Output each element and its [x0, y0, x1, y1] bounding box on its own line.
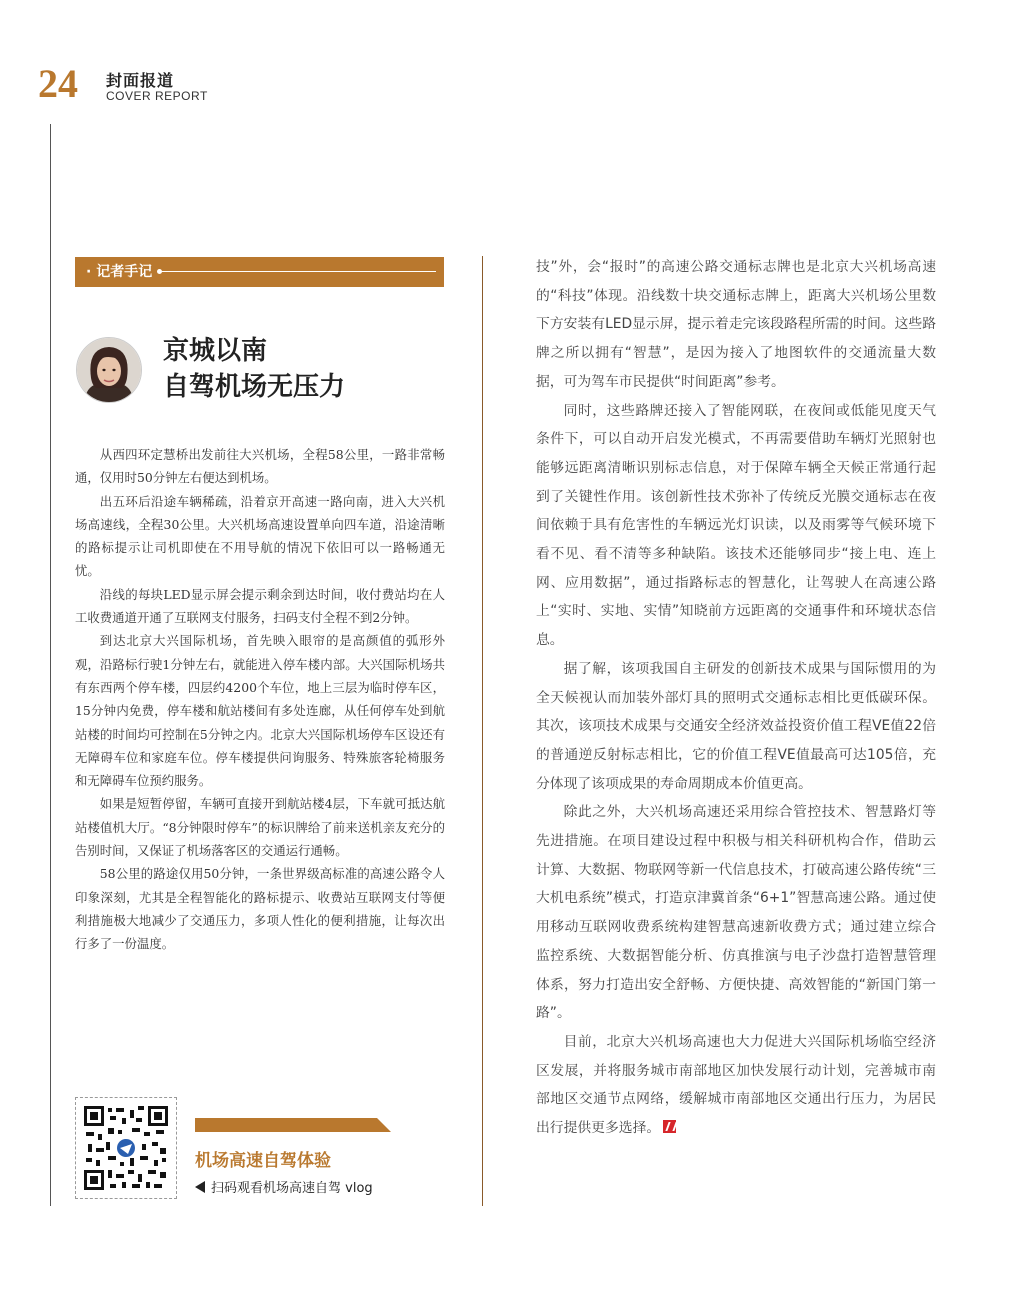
article-paragraph	[536, 1028, 936, 1143]
column-divider	[482, 256, 483, 1206]
article-paragraph: 同时，这些路牌还接入了智能网联，在夜间或低能见度天气条件下，可以自动开启发光模式，不再需要借助车辆灯光照射也能够远距离清晰识别标志信息，对于保障车辆全天候正常通行起到了关键性作用。该创新性技术弥补了传统反光膜交通标志在夜间依赖于具有危害性的车辆远光灯识读，以及雨雾等气候环境下看不见、看不清等多种缺陷。该技术还能够同步“接上电、连上网、应用数据”，通过指路标志的智慧化，让驾驶人在高速公路上“实时、实地、实情”知晓前方远距离的交通事件和环境状态信息。	[536, 402, 936, 649]
play-triangle-icon	[195, 1181, 205, 1193]
video-title: 机场高速自驾体验	[195, 1151, 331, 1171]
notes-banner-line	[160, 271, 436, 272]
end-mark-icon	[663, 1120, 676, 1133]
qr-code-frame[interactable]	[75, 1097, 177, 1199]
headline-line-2: 自驾机场无压力	[163, 372, 346, 402]
article-paragraph: 除此之外，大兴机场高速还采用综合管控技术、智慧路灯等先进措施。在项目建设过程中积极与相关科研机构合作，借助云计算、大数据、物联网等新一代信息技术，打破高速公路传统“三大机电系统”模式，打造京津冀首条“6+1”智慧高速公路。通过使用移动互联网收费系统构建智慧高速新收费方式；通过建立综合监控系统、大数据智能分析、仿真推演与电子沙盘打造智慧管理体系，努力打造出安全舒畅、方便快捷、高效智能的“新国门第一路”。	[536, 804, 936, 1022]
notes-paragraph: 到达北京大兴国际机场，首先映入眼帘的是高颜值的弧形外观，沿路标行驶1分钟左右，就能进入停车楼内部。大兴国际机场共有东西两个停车楼，四层约4200个车位，地上三层为临时停车区，15分钟内免费，停车楼和航站楼间有多处连廊，从任何停车处到航站楼的时间均可控制在5分钟之内。北京大兴国际机场停车区设还有无障碍车位和家庭车位。停车楼提供问询服务、特殊旅客轮椅服务和无障碍车位预约服务。	[75, 633, 445, 789]
headline-line-1: 京城以南	[163, 336, 268, 366]
section-title-cn: 封面报道	[106, 71, 175, 90]
reporter-avatar	[76, 337, 142, 403]
article-paragraph: 据了解，该项我国自主研发的创新技术成果与国际惯用的为全天候视认而加装外部灯具的照明式交通标志相比更低碳环保。其次，该项技术成果与交通安全经济效益投资价值工程VE值22倍的普通逆反射标志相比，它的价值工程VE值最高可达105倍，充分体现了该项成果的寿命周期成本价值更高。	[536, 660, 936, 792]
notes-headline	[163, 333, 345, 405]
video-caption-text: 扫码观看机场高速自驾 vlog	[211, 1181, 373, 1196]
video-caption[interactable]	[195, 1177, 373, 1196]
notes-label: · 记者手记	[86, 264, 153, 280]
page-number: 24	[38, 61, 78, 106]
reporter-photo	[77, 338, 141, 402]
notes-body	[75, 443, 445, 956]
notes-paragraph: 出五环后沿途车辆稀疏，沿着京开高速一路向南，进入大兴机场高速线，全程30公里。大兴机场高速设置单向四车道，沿途清晰的路标提示让司机即使在不用导航的情况下依旧可以一路畅通无忧。	[75, 493, 445, 579]
notes-paragraph: 从西四环定慧桥出发前往大兴机场，全程58公里，一路非常畅通，仅用时50分钟左右便达到机场。	[75, 447, 445, 486]
video-banner-bar	[195, 1118, 391, 1132]
article-paragraph: 技”外，会“报时”的高速公路交通标志牌也是北京大兴机场高速的“科技”体现。沿线数十块交通标志牌上，距离大兴机场公里数下方安装有LED显示屏，提示着走完该段路程所需的时间。这些路牌之所以拥有“智慧”，是因为接入了地图软件的交通流量大数据，可为驾车市民提供“时间距离”参考。	[536, 259, 936, 390]
notes-paragraph: 沿线的每块LED显示屏会提示剩余到达时间，收付费站均在人工收费通道开通了互联网支付服务，扫码支付全程不到2分钟。	[75, 586, 445, 626]
article-paragraph-last: 目前，北京大兴机场高速也大力促进大兴国际机场临空经济区发展，并将服务城市南部地区加快发展行动计划，完善城市南部地区交通节点网络，缓解城市南部地区交通出行压力，为居民出行提供更多选择。	[536, 1033, 936, 1137]
notes-paragraph: 58公里的路途仅用50分钟，一条世界级高标准的高速公路令人印象深刻，尤其是全程智能化的路标提示、收费站互联网支付等便利措施极大地减少了交通压力，多项人性化的便利措施，让每次出行多了一份温度。	[75, 866, 445, 952]
notes-paragraph: 如果是短暂停留，车辆可直接开到航站楼4层，下车就可抵达航站楼值机大厅。“8分钟限时停车”的标识牌给了前来送机亲友充分的告别时间，又保证了机场落客区的交通运行通畅。	[75, 796, 445, 859]
section-title-en: COVER REPORT	[106, 89, 208, 103]
article-body	[536, 253, 936, 1143]
left-margin-rule	[50, 124, 51, 1206]
qr-code-icon[interactable]	[82, 1104, 170, 1192]
